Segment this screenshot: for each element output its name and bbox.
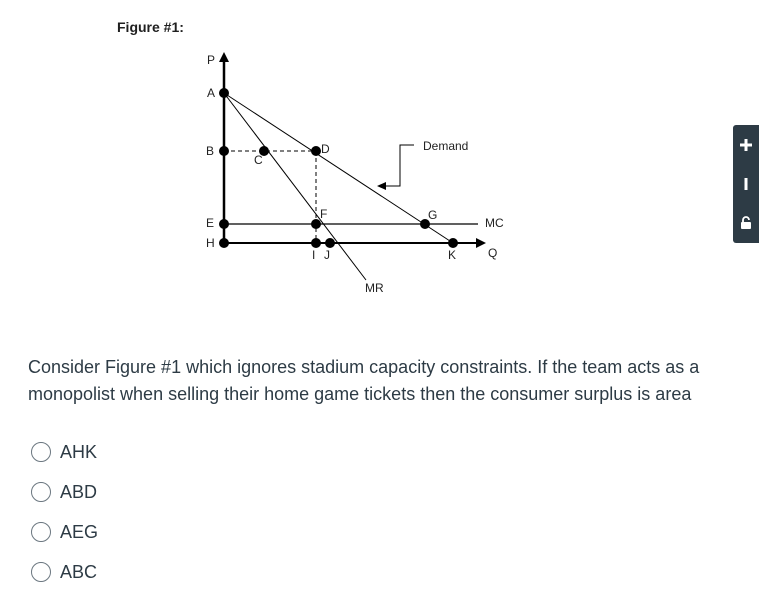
point-label-d: D [321, 142, 330, 156]
point-j [325, 238, 335, 248]
choice-abc[interactable] [31, 552, 98, 592]
point-label-a: A [207, 86, 216, 100]
axis-label-q: Q [488, 246, 498, 260]
demand-callout-line [384, 145, 414, 186]
point-d [311, 146, 321, 156]
point-label-g: G [428, 208, 438, 222]
point-e [219, 219, 229, 229]
radio-button[interactable] [31, 522, 51, 542]
mr-line [224, 93, 366, 280]
choice-ahk[interactable] [31, 432, 98, 472]
axis-label-p: P [207, 53, 216, 67]
mc-label: MC [485, 216, 504, 230]
point-label-i: I [312, 248, 316, 262]
point-label-b: B [206, 144, 215, 158]
choice-label: ABC [60, 561, 98, 582]
mr-label: MR [365, 281, 384, 295]
figure-label: Figure #1: [117, 19, 184, 35]
radio-button[interactable] [31, 482, 51, 502]
point-label-e: E [206, 216, 215, 230]
plus-icon[interactable] [733, 127, 759, 163]
choice-label: AEG [60, 521, 99, 542]
point-label-j: J [324, 248, 330, 262]
y-axis-arrow [219, 52, 229, 62]
demand-label: Demand [423, 139, 469, 153]
point-k [448, 238, 458, 248]
point-h [219, 238, 229, 248]
side-toolbar [733, 125, 759, 243]
radio-button[interactable] [31, 562, 51, 582]
point-a [219, 88, 229, 98]
point-label-c: C [254, 153, 263, 167]
unlock-icon[interactable] [733, 205, 759, 241]
x-axis-arrow [476, 238, 486, 248]
point-i [311, 238, 321, 248]
point-b [219, 146, 229, 156]
choice-abd[interactable] [31, 472, 98, 512]
demand-callout-arrow [377, 182, 386, 190]
minus-icon[interactable] [733, 166, 759, 202]
choice-label: ABD [60, 481, 98, 502]
answer-choices [31, 432, 98, 592]
point-label-f: F [320, 207, 328, 221]
choice-aeg[interactable] [31, 512, 98, 552]
point-label-h: H [206, 236, 215, 250]
radio-button[interactable] [31, 442, 51, 462]
point-label-k: K [448, 248, 457, 262]
choice-label: AHK [60, 441, 98, 462]
question-text: Consider Figure #1 which ignores stadium capacity constraints. If the team acts as a monopolist when selling their home game tickets then the consumer surplus is area [28, 357, 700, 404]
demand-line [224, 93, 453, 243]
